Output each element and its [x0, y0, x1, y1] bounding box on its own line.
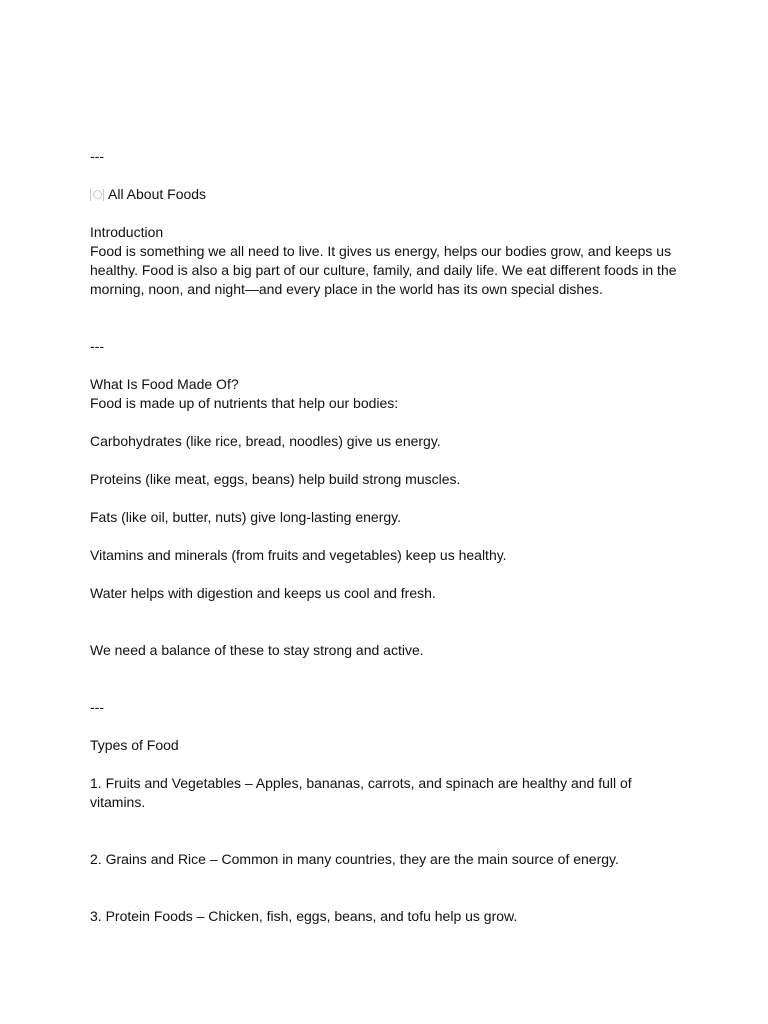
document-title-row: [90, 185, 680, 204]
made-of-lead: Food is made up of nutrients that help our bodies:: [90, 395, 399, 411]
intro-paragraph: Food is something we all need to live. It gives us energy, helps our bodies grow, and keeps us healthy. Food is also a big part of our culture, family, and daily life. We eat different foods in the morning, noon, and night—and every place in the world has its own special dishes.: [90, 243, 677, 297]
spacer: [90, 755, 680, 774]
types-heading: Types of Food: [90, 737, 179, 753]
document-title: All About Foods: [108, 186, 207, 202]
spacer: [90, 299, 680, 337]
separator: ---: [90, 148, 104, 164]
separator: ---: [90, 699, 104, 715]
nutrient-item: Fats (like oil, butter, nuts) give long-lasting energy.: [90, 509, 402, 525]
balance-note: We need a balance of these to stay strong and active.: [90, 642, 424, 658]
spacer: [90, 660, 680, 698]
spacer: [90, 451, 680, 470]
spacer: [90, 489, 680, 508]
spacer: [90, 356, 680, 375]
food-type-item: 1. Fruits and Vegetables – Apples, bananas, carrots, and spinach are healthy and full of vitamins.: [90, 775, 632, 810]
spacer: [90, 812, 680, 850]
spacer: [90, 603, 680, 641]
spacer: [90, 869, 680, 907]
food-type-item: 3. Protein Foods – Chicken, fish, eggs, beans, and tofu help us grow.: [90, 908, 518, 924]
nutrient-item: Proteins (like meat, eggs, beans) help build strong muscles.: [90, 471, 461, 487]
made-of-heading: What Is Food Made Of?: [90, 376, 239, 392]
spacer: [90, 204, 680, 223]
food-type-item: 2. Grains and Rice – Common in many countries, they are the main source of energy.: [90, 851, 619, 867]
nutrient-item: Vitamins and minerals (from fruits and vegetables) keep us healthy.: [90, 547, 507, 563]
separator: ---: [90, 338, 104, 354]
spacer: [90, 166, 680, 185]
plate-with-cutlery-icon: [90, 188, 104, 202]
spacer: [90, 717, 680, 736]
document-body: [90, 147, 680, 926]
spacer: [90, 413, 680, 432]
intro-heading: Introduction: [90, 224, 164, 240]
nutrient-item: Carbohydrates (like rice, bread, noodles) give us energy.: [90, 433, 441, 449]
spacer: [90, 527, 680, 546]
spacer: [90, 565, 680, 584]
nutrient-item: Water helps with digestion and keeps us cool and fresh.: [90, 585, 436, 601]
